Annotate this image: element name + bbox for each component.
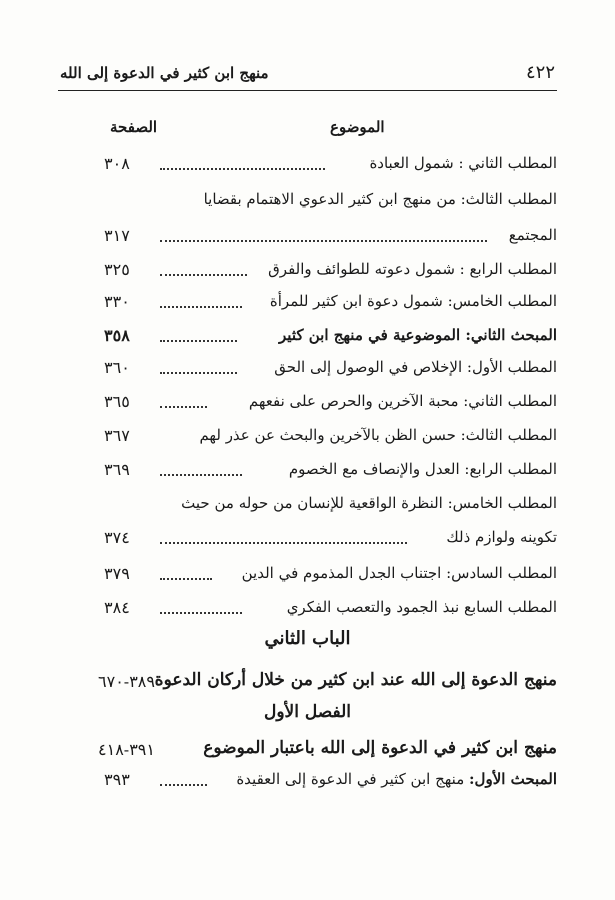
entry-text: المجتمع [508,226,557,244]
entry-page: ٣٦٥ [104,392,130,411]
toc-entry [100,388,557,418]
toc-entry [100,150,557,180]
entry-text: المطلب الثالث: حسن الظن بالآخرين والبحث عن عذر لهم [199,426,557,444]
leader-dots [160,474,242,476]
toc-entry [100,322,557,352]
leader-dots [160,578,212,580]
entry-text: المطلب السادس: اجتناب الجدل المذموم في الدين [241,564,557,582]
entry-text: المطلب الرابع : شمول دعوته للطوائف والفرق [268,260,557,278]
entry-text: المطلب الثاني: محبة الآخرين والحرص على نفعهم [248,392,557,410]
entry-title: منهج ابن كثير في الدعوة إلى العقيدة [236,770,465,788]
part-heading: الباب الثاني [264,628,351,649]
running-title: منهج ابن كثير في الدعوة إلى الله [60,64,269,82]
part-title: منهج الدعوة إلى الله عند ابن كثير من خلال أركان الدعوة [154,670,557,690]
page-number: ٤٢٢ [525,62,555,83]
entry-text: المبحث الثاني: الموضوعية في منهج ابن كثير [279,326,557,344]
toc-entry [100,222,557,252]
entry-text: المطلب الثالث: من منهج ابن كثير الدعوي الاهتمام بقضايا [203,190,557,208]
entry-text [236,770,557,788]
entry-page: ٣٦٧ [104,426,130,445]
entry-text: المطلب الخامس: شمول دعوة ابن كثير للمرأة [269,292,557,310]
toc-entry [100,560,557,590]
page-header [58,58,557,91]
toc-entry [100,422,557,452]
entry-text: المطلب الرابع: العدل والإنصاف مع الخصوم [288,460,557,478]
entry-page: ٣١٧ [104,226,130,245]
toc-entry [100,490,557,520]
chapter-title-line [58,736,557,766]
leader-dots [160,406,207,408]
toc-entry [100,766,557,796]
leader-dots [160,784,207,786]
leader-dots [160,306,242,308]
chapter-title-pages: ٣٩١-٤١٨ [98,740,155,759]
toc-entry [100,456,557,486]
entry-page: ٣٣٠ [104,292,130,311]
column-header-page: الصفحة [110,118,158,136]
toc-entry [100,354,557,384]
leader-dots [160,372,237,374]
column-header-subject: الموضوع [330,118,385,136]
leader-dots [160,542,407,544]
toc-entry [100,288,557,318]
toc-entry [100,186,557,216]
entry-page: ٣٢٥ [104,260,130,279]
entry-text: المطلب الخامس: النظرة الواقعية للإنسان من حوله من حيث [181,494,557,512]
entry-text: المطلب الثاني : شمول العبادة [369,154,557,172]
entry-page: ٣٧٤ [104,528,130,547]
leader-dots [160,612,242,614]
leader-dots [160,240,487,242]
entry-page: ٣٩٣ [104,770,130,789]
part-title-pages: ٣٨٩-٦٧٠ [98,672,155,691]
entry-text: المطلب الأول: الإخلاص في الوصول إلى الحق [274,358,557,376]
toc-entry [100,524,557,554]
entry-text: تكوينه ولوازم ذلك [446,528,557,546]
leader-dots [160,168,325,170]
leader-dots [160,274,247,276]
entry-label: المبحث الأول: [469,770,557,788]
entry-page: ٣٧٩ [104,564,130,583]
entry-page: ٣٦٠ [104,358,130,377]
entry-page: ٣٨٤ [104,598,130,617]
toc-entry [100,594,557,624]
part-title-line [58,668,557,698]
entry-text: المطلب السابع نبذ الجمود والتعصب الفكري [286,598,557,616]
chapter-heading: الفصل الأول [263,702,352,722]
toc-entry [100,256,557,286]
entry-page: ٣٦٩ [104,460,130,479]
entry-page: ٣٠٨ [104,154,130,173]
entry-page: ٣٥٨ [104,326,130,345]
leader-dots [160,340,237,342]
chapter-title: منهج ابن كثير في الدعوة إلى الله باعتبار الموضوع [203,738,557,758]
